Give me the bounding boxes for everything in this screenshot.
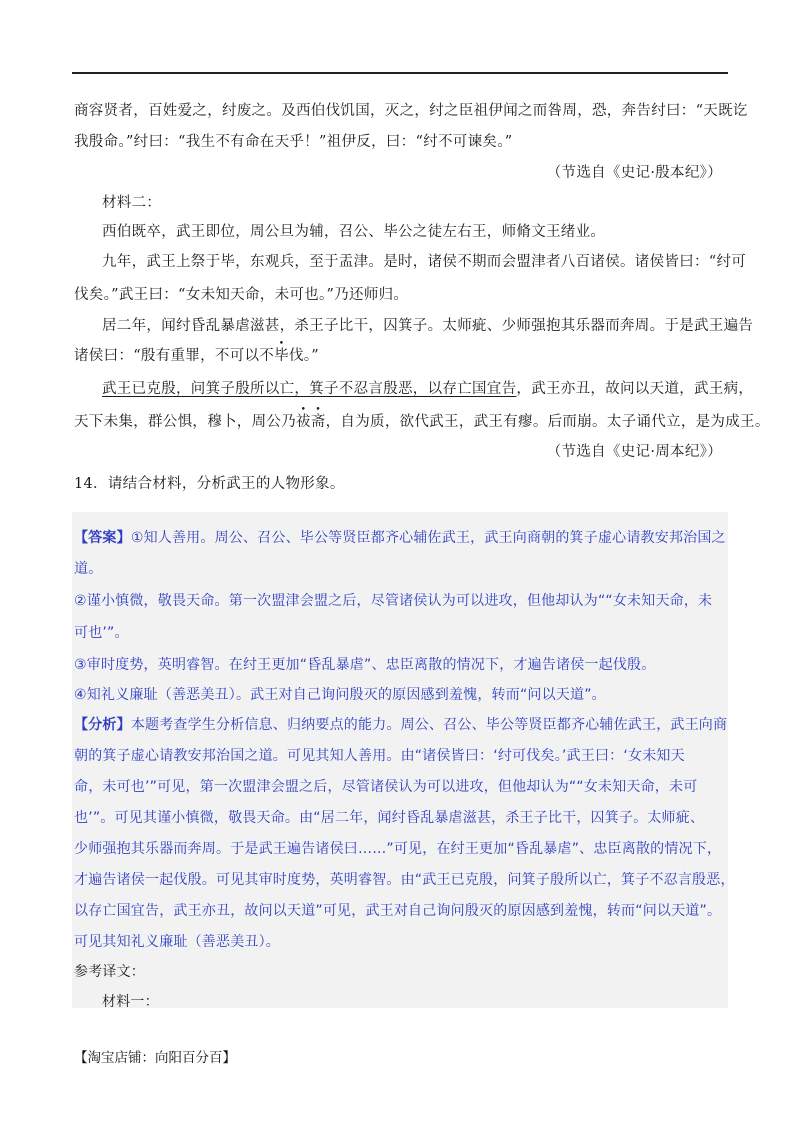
analysis-line: 以存亡国宜告，武王亦丑，故问以天道”可见，武王对自己询问殷灭的原因感到羞愧，转而“问以天道”。 — [74, 903, 722, 919]
answer-line: ④知礼义廉耻（善恶美丑）。武王对自己询问殷灭的原因感到羞愧，转而“问以天道”。 — [74, 687, 606, 703]
text-span: ①知人善用。周公、召公、毕公等贤臣都齐心辅佐武王，武王向商朝的箕子虚心请教安邦治国之 — [130, 530, 726, 546]
passage-line: 我殷命。”纣曰：“我生不有命在天乎！”祖伊反，曰：“纣不可谏矣。” — [74, 134, 513, 150]
answer-line: 可也’”。 — [74, 625, 129, 641]
passage-line: 商容贤者，百姓爱之，纣废之。及西伯伐饥国，灭之，纣之臣祖伊闻之而咎周，恐，奔告纣曰：“天既讫 — [74, 103, 748, 119]
source-citation: （节选自《史记·周本纪》） — [546, 444, 722, 460]
section-heading: 材料二： — [102, 195, 162, 211]
passage-line: 居二年，闻纣昏乱暴虐滋甚，杀王子比干，囚箕子。太师疵、少师强抱其乐器而奔周。于是武王遍告 — [102, 318, 754, 334]
analysis-line: 朝的箕子虚心请教安邦治国之道。可见其知人善用。由“诸侯皆曰：‘纣可伐矣。’武王曰：‘女未知天 — [74, 748, 685, 764]
answer-tag: 【答案】 — [74, 530, 131, 546]
answer-line: 道。 — [74, 561, 103, 577]
question-text: 14．请结合材料，分析武王的人物形象。 — [74, 476, 345, 492]
passage-line: 西伯既卒，武王即位，周公旦为辅，召公、毕公之徒左右王，师脩文王绪业。 — [102, 224, 606, 240]
emphasis-dot-char: 祓 — [296, 414, 311, 430]
answer-line: ②谨小慎微，敬畏天命。第一次盟津会盟之后，尽管诸侯认为可以进攻，但他却认为““女未知天命，未 — [74, 593, 713, 609]
analysis-line: 少师强抱其乐器而奔周。于是武王遍告诸侯曰……”可见，在纣王更加“昏乱暴虐”、忠臣离散的情况下， — [74, 841, 722, 857]
footer-shop-label: 【淘宝店铺：向阳百分百】 — [74, 1050, 236, 1066]
passage-line — [74, 344, 726, 365]
text-span: 本题考查学生分析信息、归纳要点的能力。周公、召公、毕公等贤臣都齐心辅佐武王，武王向商 — [130, 717, 728, 733]
underlined-sentence: 武王已克殷，问箕子殷所以亡，箕子不忍言殷恶，以存亡国宜告 — [102, 381, 517, 397]
translation-subheading: 材料一： — [102, 994, 159, 1010]
text-span: 天下未集，群公惧，穆卜，周公乃 — [74, 414, 296, 430]
passage-line — [74, 410, 770, 431]
passage-line: 伐矣。”武王曰：“女未知天命，未可也。”乃还师归。 — [74, 287, 409, 303]
analysis-line — [74, 714, 728, 734]
text-span: 诸侯曰：“殷有重罪，不可以不 — [74, 348, 275, 364]
passage-line: 九年，武王上祭于毕，东观兵，至于盂津。是时，诸侯不期而会盟津者八百诸侯。诸侯皆曰：“纣可 — [102, 254, 747, 270]
text-span: ，自为质，欲代武王，武王有瘳。后而崩。太子诵代立，是为成王。 — [325, 414, 770, 430]
header-rule — [72, 72, 728, 74]
text-span: 伐。” — [288, 348, 320, 364]
analysis-line: 才遍告诸侯一起伐殷。可见其审时度势，英明睿智。由“武王已克殷，问箕子殷所以亡，箕子不忍言殷恶， — [74, 872, 735, 888]
answer-line — [74, 527, 724, 547]
analysis-line: 可见其知礼义廉耻（善恶美丑）。 — [74, 934, 280, 950]
text-span: ，武王亦丑，故问以天道，武王病， — [516, 381, 754, 397]
analysis-line: 也’”。可见其谨小慎微，敬畏天命。由“居二年，闻纣昏乱暴虐滋甚，杀王子比干，囚箕子。太师疵、 — [74, 810, 705, 826]
source-citation: （节选自《史记·殷本纪》） — [546, 165, 722, 181]
emphasis-dot-char: 斋 — [310, 414, 326, 430]
emphasis-dot-char: 毕 — [274, 348, 289, 364]
translation-heading: 参考译文： — [74, 964, 145, 980]
analysis-line: 命，未可也’”可见，第一次盟津会盟之后，尽管诸侯认为可以进攻，但他却认为““女未知天命，未可 — [74, 779, 698, 795]
analysis-tag: 【分析】 — [74, 717, 131, 733]
answer-line: ③审时度势，英明睿智。在纣王更加“昏乱暴虐”、忠臣离散的情况下，才遍告诸侯一起伐殷。 — [74, 657, 656, 673]
passage-line — [102, 377, 754, 398]
